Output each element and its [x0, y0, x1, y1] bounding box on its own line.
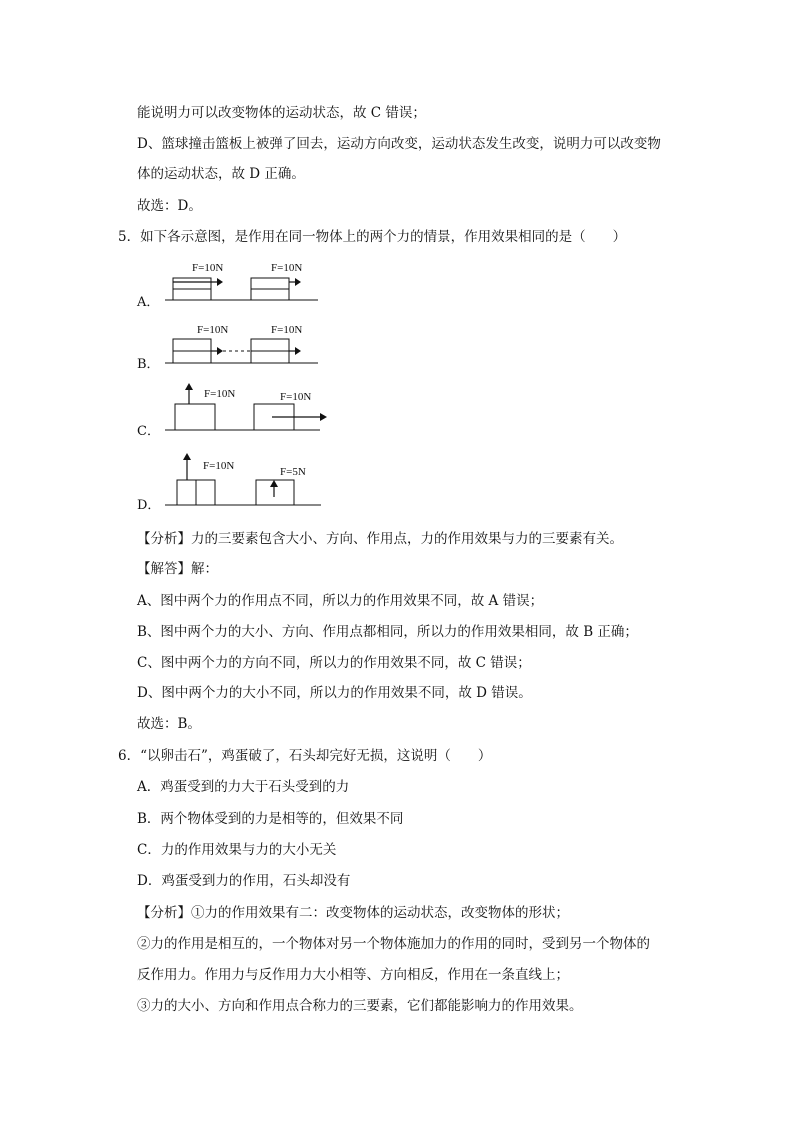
q5-analysis: 【分析】力的三要素包含大小、方向、作用点，力的作用效果与力的三要素有关。 — [137, 531, 623, 547]
prev-line-3: 体的运动状态，故 D 正确。 — [137, 166, 305, 182]
q5-option-b-label: B． — [137, 357, 160, 372]
q6-option-c: C．力的作用效果与力的大小无关 — [137, 842, 337, 858]
q5-b-force-2: F=10N — [271, 324, 303, 336]
q5-b-force-1: F=10N — [197, 324, 229, 336]
q6-analysis-2: ②力的作用是相互的，一个物体对另一个物体施加力的作用的同时，受到另一个物体的 — [137, 936, 650, 952]
q5-option-d-label: D． — [137, 498, 161, 513]
q5-c-force-1: F=10N — [204, 388, 236, 400]
q5-stem: 5．如下各示意图，是作用在同一物体上的两个力的情景，作用效果相同的是（ ） — [118, 229, 627, 245]
q5-solution-a: A、图中两个力的作用点不同，所以力的作用效果不同，故 A 错误； — [137, 593, 544, 609]
q5-solution-b: B、图中两个力的大小、方向、作用点都相同，所以力的作用效果相同，故 B 正确； — [137, 624, 638, 640]
q5-a-force-2: F=10N — [271, 262, 303, 274]
prev-line-2: D、篮球撞击篮板上被弹了回去，运动方向改变，运动状态发生改变，说明力可以改变物 — [137, 136, 661, 152]
q5-a-force-1: F=10N — [192, 262, 224, 274]
q6-option-d: D．鸡蛋受到力的作用，石头却没有 — [137, 873, 351, 889]
q5-figure-a — [165, 256, 325, 306]
q5-option-c-label: C． — [137, 424, 160, 439]
q5-solution-head: 【解答】解： — [137, 561, 218, 577]
q5-answer: 故选：B。 — [137, 716, 201, 732]
q5-solution-d: D、图中两个力的大小不同，所以力的作用效果不同，故 D 错误。 — [137, 685, 532, 701]
q5-figure-b — [165, 318, 325, 368]
q5-figure-c — [165, 376, 335, 436]
q5-option-a-label: A． — [137, 295, 160, 310]
q6-option-b: B．两个物体受到的力是相等的，但效果不同 — [137, 811, 404, 827]
q6-analysis-1: 【分析】①力的作用效果有二：改变物体的运动状态，改变物体的形状； — [137, 905, 569, 921]
q5-c-force-2: F=10N — [280, 391, 312, 403]
q5-d-force-1: F=10N — [203, 460, 235, 472]
q6-analysis-4: ③力的大小、方向和作用点合称力的三要素，它们都能影响力的作用效果。 — [137, 998, 583, 1014]
prev-answer: 故选：D。 — [137, 198, 202, 214]
q5-d-force-2: F=5N — [280, 466, 306, 478]
prev-line-1: 能说明力可以改变物体的运动状态，故 C 错误； — [137, 105, 426, 121]
q6-analysis-3: 反作用力。作用力与反作用力大小相等、方向相反，作用在一条直线上； — [137, 967, 569, 983]
q6-option-a: A．鸡蛋受到的力大于石头受到的力 — [137, 779, 350, 795]
q5-figure-d — [165, 450, 335, 510]
q6-stem: 6．“以卵击石”，鸡蛋破了，石头却完好无损，这说明（ ） — [118, 748, 492, 764]
q5-solution-c: C、图中两个力的方向不同，所以力的作用效果不同，故 C 错误； — [137, 655, 531, 671]
